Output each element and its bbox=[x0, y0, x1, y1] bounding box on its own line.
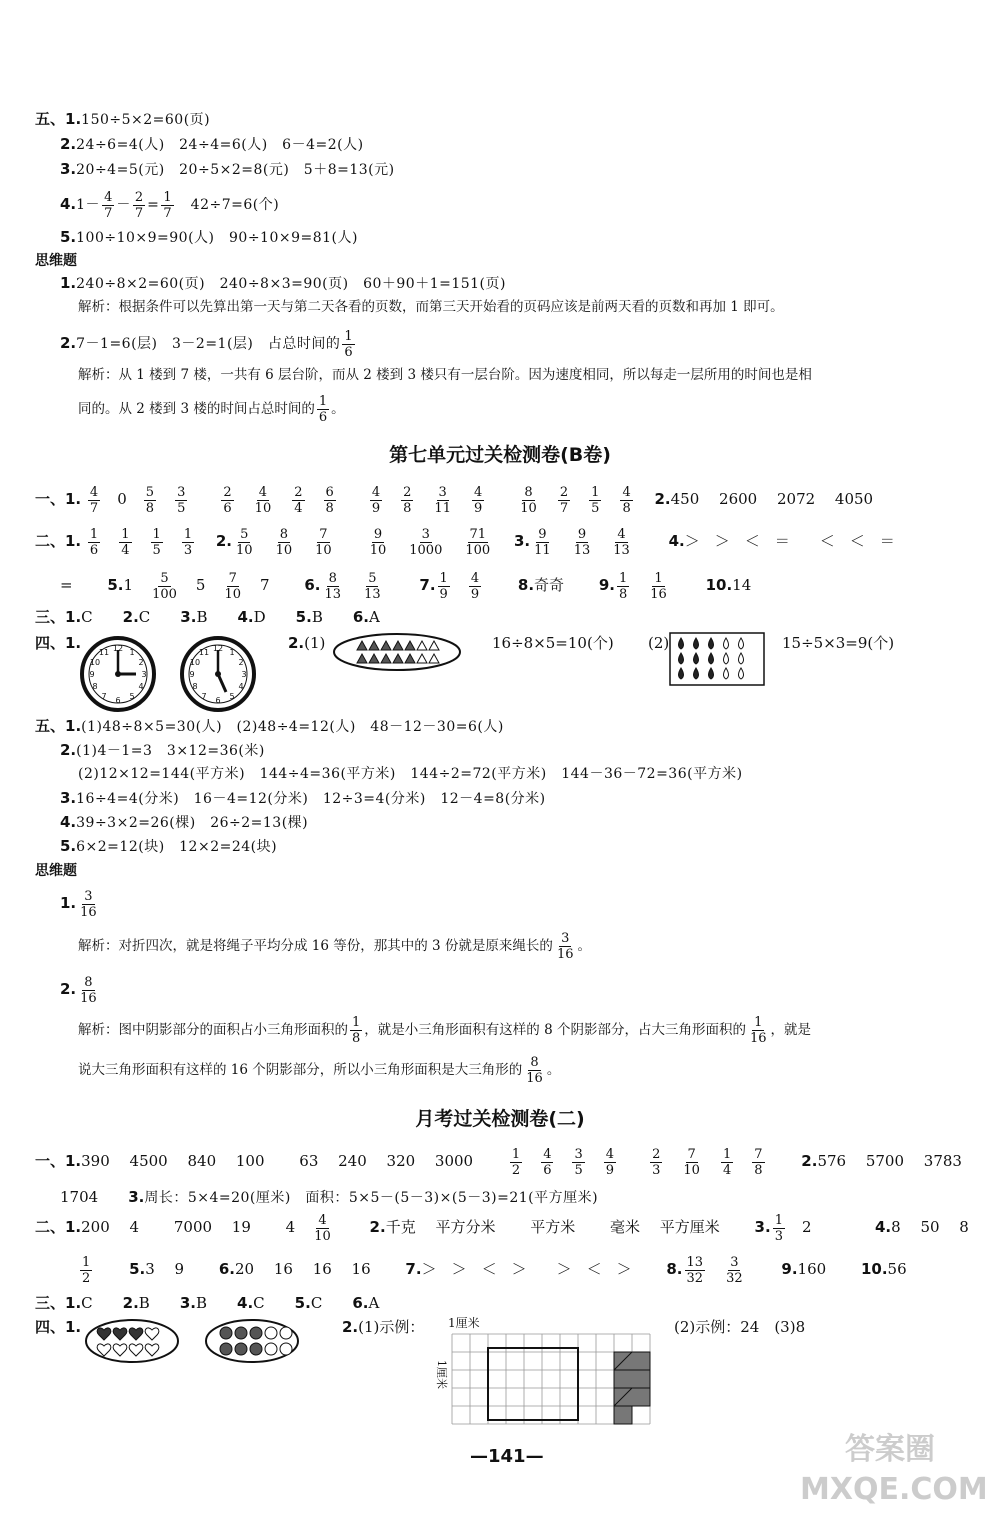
answer-text: C bbox=[81, 608, 93, 626]
monthly-row3 bbox=[35, 1208, 846, 1246]
svg-text:2: 2 bbox=[138, 658, 144, 667]
answer-text: 8 50 8 bbox=[891, 1218, 969, 1236]
answer-text: 0 bbox=[117, 490, 127, 508]
svg-text:4: 4 bbox=[238, 682, 244, 691]
faces-diagram bbox=[204, 1318, 304, 1364]
fraction: $\frac{9}{11}$ bbox=[534, 526, 551, 558]
fraction: $\frac{2}{7}$ bbox=[134, 189, 144, 221]
fraction: $\frac{2}{7}$ bbox=[559, 484, 569, 516]
fraction: $\frac{2}{6}$ bbox=[223, 484, 232, 516]
hearts-diagram bbox=[84, 1318, 184, 1364]
item-num: 6. bbox=[218, 1260, 235, 1278]
section-title: 月考过关检测卷(二) bbox=[415, 1108, 585, 1130]
explanation: 说大三角形面积有这样的 16 个阴影部分，所以小三角形面积是大三角形的 bbox=[78, 1062, 523, 1078]
answer-text: 39÷3×2=26(棵) 26÷2=13(棵) bbox=[76, 815, 309, 831]
fraction: $\frac{4}{6}$ bbox=[543, 1146, 552, 1178]
answer-text: A bbox=[368, 1294, 380, 1312]
svg-text:9: 9 bbox=[189, 670, 195, 679]
explanation: ，就是小三角形面积有这样的 8 个阴影部分，占大三角形面积的 bbox=[364, 1022, 746, 1038]
answer-text: － bbox=[116, 197, 131, 213]
answer-text: C bbox=[81, 1294, 93, 1312]
item-num: 3. bbox=[754, 1218, 771, 1236]
svg-text:8: 8 bbox=[92, 682, 98, 691]
fraction: $\frac{1}{16}$ bbox=[749, 1015, 767, 1046]
answer-text: 24÷6=4(人) 24÷4=6(人) 6－4=2(人) bbox=[76, 137, 364, 153]
fraction: $\frac{4}{9}$ bbox=[473, 484, 483, 516]
fraction: $\frac{1}{8}$ bbox=[618, 570, 628, 602]
item-num: 5. bbox=[107, 576, 124, 594]
fraction: $\frac{4}{7}$ bbox=[104, 189, 113, 221]
answer-text: ＞ ＞ ＜ ＞ ＞ ＜ ＞ bbox=[421, 1260, 632, 1278]
fraction: $\frac{7}{10}$ bbox=[315, 526, 332, 558]
item-num: 2. bbox=[60, 334, 77, 352]
item-num: 10. bbox=[860, 1260, 888, 1278]
answer-text: (1) bbox=[304, 634, 326, 652]
fraction: $\frac{1}{9}$ bbox=[439, 570, 448, 602]
fraction: $\frac{2}{8}$ bbox=[403, 484, 412, 516]
svg-text:3: 3 bbox=[141, 670, 147, 679]
fraction: $\frac{9}{13}$ bbox=[573, 526, 591, 558]
item-num: 2. bbox=[342, 1318, 359, 1336]
answer-text: B bbox=[195, 1294, 208, 1312]
explanation: 同的。从 2 楼到 3 楼的时间占总时间的 bbox=[78, 401, 315, 417]
answer-text: 42÷7=6(个) bbox=[190, 197, 280, 213]
answer-text: B bbox=[311, 608, 323, 626]
item-num: 1. bbox=[65, 110, 82, 128]
fraction: $\frac{7}{10}$ bbox=[224, 570, 242, 602]
triangles-diagram bbox=[332, 632, 462, 672]
answer-text: B bbox=[138, 1294, 150, 1312]
fraction: $\frac{4}{10}$ bbox=[314, 1212, 331, 1244]
fraction: $\frac{3}{5}$ bbox=[574, 1146, 583, 1178]
svg-text:6: 6 bbox=[215, 696, 221, 705]
item-num: 5. bbox=[129, 1260, 146, 1278]
fraction: $\frac{4}{7}$ bbox=[89, 484, 99, 516]
fraction: $\frac{1}{3}$ bbox=[774, 1212, 783, 1244]
fraction: $\frac{3}{5}$ bbox=[177, 484, 186, 516]
svg-text:12: 12 bbox=[212, 644, 224, 653]
answer-text: ＞ ＞ ＜ ＝ ＜ ＜ ＝ bbox=[684, 532, 895, 550]
answer-text: (2) bbox=[648, 634, 670, 652]
clock-icon bbox=[80, 636, 160, 716]
fraction: $\frac{7}{8}$ bbox=[754, 1146, 763, 1178]
item-num: 3. bbox=[60, 160, 77, 178]
answer-text: (1)4－1=3 3×12=36(米) bbox=[76, 743, 265, 759]
svg-text:2: 2 bbox=[238, 658, 244, 667]
answer-text: C bbox=[138, 608, 151, 626]
fraction: $\frac{1}{8}$ bbox=[352, 1015, 361, 1046]
svg-text:3: 3 bbox=[241, 670, 247, 679]
answer-text: 20 16 16 16 bbox=[234, 1260, 371, 1278]
answer-text: 3 9 bbox=[145, 1260, 185, 1278]
answer-text: 奇奇 bbox=[534, 576, 565, 594]
grid-unit-label: 1厘米 bbox=[448, 1316, 480, 1330]
thinking-head: 思维题 bbox=[35, 253, 77, 269]
item-num: 2. bbox=[60, 980, 77, 998]
answer-text: (1)示例： bbox=[358, 1318, 425, 1336]
answer-text: C bbox=[253, 1294, 265, 1312]
fraction: $\frac{3}{16}$ bbox=[556, 931, 574, 962]
fraction: $\frac{2}{3}$ bbox=[652, 1146, 661, 1178]
unit7-row1 bbox=[35, 480, 873, 518]
explanation: 解析：图中阴影部分的面积占小三角形面积的 bbox=[78, 1022, 348, 1038]
section-head: 五、 bbox=[35, 717, 66, 735]
item-num: 5. bbox=[60, 228, 77, 246]
fraction: $\frac{4}{9}$ bbox=[470, 570, 480, 602]
fraction: $\frac{1}{6}$ bbox=[318, 394, 328, 425]
svg-text:1: 1 bbox=[229, 648, 235, 657]
fraction: $\frac{71}{100}$ bbox=[465, 526, 491, 558]
answer-text: B bbox=[196, 608, 208, 626]
answer-text: 20÷4=5(元) 20÷5×2=8(元) 5＋8=13(元) bbox=[76, 162, 395, 178]
item-num: 2. bbox=[60, 135, 77, 153]
item-num: 2. bbox=[215, 532, 233, 550]
item-num: 4. bbox=[668, 532, 685, 550]
explanation: 。 bbox=[331, 401, 345, 417]
fraction: $\frac{4}{9}$ bbox=[371, 484, 381, 516]
answer-text: = bbox=[147, 197, 160, 213]
svg-text:1厘米: 1厘米 bbox=[435, 1360, 448, 1389]
answer-text: 576 5700 3783 bbox=[817, 1152, 962, 1170]
fraction: $\frac{4}{8}$ bbox=[622, 484, 631, 516]
answer-text: 56 bbox=[887, 1260, 907, 1278]
mc-row: 三、1.C 2.C 3.B 4.D 5.B 6.A bbox=[35, 608, 380, 626]
fraction: $\frac{2}{4}$ bbox=[294, 484, 303, 516]
svg-text:9: 9 bbox=[89, 670, 95, 679]
fraction: $\frac{5}{100}$ bbox=[152, 570, 177, 602]
item-num: 1. bbox=[65, 717, 82, 735]
page-number: —141— bbox=[470, 1446, 544, 1467]
fraction: $\frac{5}{10}$ bbox=[236, 526, 253, 558]
item-num: 3. bbox=[128, 1188, 145, 1206]
fraction: $\frac{1}{16}$ bbox=[650, 570, 667, 602]
mc-row: 三、1.C 2.B 3.B 4.C 5.C 6.A bbox=[35, 1294, 380, 1312]
unit7-row2 bbox=[35, 522, 895, 560]
fraction: $\frac{1}{2}$ bbox=[82, 1254, 91, 1286]
item-num: 2. bbox=[801, 1152, 818, 1170]
answer-text: 16÷4=4(分米) 16－4=12(分米) 12÷3=4(分米) 12－4=8(分米) bbox=[76, 791, 546, 807]
item-num: 8. bbox=[666, 1260, 683, 1278]
svg-text:7: 7 bbox=[201, 692, 207, 701]
fraction: $\frac{4}{9}$ bbox=[605, 1146, 615, 1178]
svg-text:11: 11 bbox=[198, 648, 210, 657]
item-num: 一、1. bbox=[35, 1152, 82, 1170]
answer-text: 100÷10×9=90(人) 90÷10×9=81(人) bbox=[76, 230, 358, 246]
item-num: 5. bbox=[60, 837, 77, 855]
answer-text: (2)12×12=144(平方米) 144÷4=36(平方米) 144÷2=72(平方米) 144－36－72=36(平方米) bbox=[78, 766, 743, 782]
answer-text: 6×2=12(块) 12×2=24(块) bbox=[76, 839, 278, 855]
explanation: 解析：对折四次，就是将绳子平均分成 16 等份，那其中的 3 份就是原来绳长的 bbox=[78, 938, 553, 954]
answer-text: 1－ bbox=[76, 197, 101, 213]
answer-text: D bbox=[253, 608, 266, 626]
clock-icon bbox=[180, 636, 260, 716]
item-num: 1. bbox=[60, 274, 77, 292]
fraction: $\frac{5}{13}$ bbox=[364, 570, 381, 602]
explanation: 解析：从 1 楼到 7 楼，一共有 6 层台阶，而从 2 楼到 3 楼只有一层台阶。因为速度相同，所以每走一层所用的时间也是相 bbox=[78, 367, 812, 383]
svg-text:12: 12 bbox=[112, 644, 124, 653]
item-num: 4. bbox=[60, 195, 77, 213]
fraction: $\frac{8}{13}$ bbox=[324, 570, 342, 602]
item-num: 2. bbox=[654, 490, 671, 508]
item-num: 二、1. bbox=[35, 1218, 82, 1236]
svg-text:5: 5 bbox=[129, 692, 135, 701]
fraction: $\frac{3}{16}$ bbox=[80, 888, 97, 920]
svg-text:8: 8 bbox=[192, 682, 198, 691]
fraction: $\frac{4}{13}$ bbox=[613, 526, 630, 558]
monthly-row1 bbox=[35, 1142, 962, 1180]
item-num: 3. bbox=[513, 532, 531, 550]
svg-text:11: 11 bbox=[98, 648, 110, 657]
fraction: $\frac{1}{6}$ bbox=[344, 328, 353, 360]
item-num: 1. bbox=[60, 894, 77, 912]
fraction: $\frac{6}{8}$ bbox=[325, 484, 334, 516]
item-num: 8. bbox=[517, 576, 535, 594]
fraction: $\frac{1}{3}$ bbox=[183, 526, 193, 558]
item-num: 2. bbox=[369, 1218, 386, 1236]
section-title: 第七单元过关检测卷(B卷) bbox=[389, 444, 611, 466]
fraction: $\frac{1}{4}$ bbox=[121, 526, 130, 558]
fraction: $\frac{1}{4}$ bbox=[722, 1146, 732, 1178]
item-num: 7. bbox=[419, 576, 436, 594]
section-head: 三、 bbox=[35, 608, 66, 626]
explanation: 。 bbox=[546, 1062, 561, 1078]
fraction: $\frac{13}{32}$ bbox=[686, 1254, 704, 1286]
item-num: 一、1. bbox=[35, 490, 82, 508]
svg-text:6: 6 bbox=[115, 696, 121, 705]
explanation: ，就是 bbox=[770, 1022, 811, 1038]
answer-text: 150÷5×2=60(页) bbox=[81, 112, 211, 128]
answer-text: 240÷8×2=60(页) 240÷8×3=90(页) 60＋90＋1=151(页) bbox=[76, 276, 506, 292]
fraction: $\frac{3}{1000}$ bbox=[409, 526, 443, 558]
item-num: 7. bbox=[405, 1260, 422, 1278]
explanation: 。 bbox=[577, 938, 591, 954]
fraction: $\frac{3}{11}$ bbox=[434, 484, 451, 516]
fraction: $\frac{1}{5}$ bbox=[152, 526, 161, 558]
item-num: 9. bbox=[598, 576, 615, 594]
answer-text: 2 bbox=[801, 1218, 812, 1236]
item-num: 9. bbox=[781, 1260, 798, 1278]
fraction: $\frac{9}{10}$ bbox=[369, 526, 387, 558]
item-num: 6. bbox=[304, 576, 321, 594]
answer-text: 1 bbox=[123, 576, 134, 594]
fraction: $\frac{1}{2}$ bbox=[511, 1146, 521, 1178]
answer-text: 5 bbox=[195, 576, 206, 594]
item-num: 10. bbox=[705, 576, 733, 594]
section-head: 五、 bbox=[35, 110, 66, 128]
item-num: 4. bbox=[875, 1218, 892, 1236]
answer-text: C bbox=[310, 1294, 323, 1312]
answer-text: 7－1=6(层) 3－2=1(层) 占总时间的 bbox=[76, 336, 341, 352]
answer-text: (1)48÷8×5=30(人) (2)48÷4=12(人) 48－12－30=6(人) bbox=[81, 719, 504, 735]
svg-text:10: 10 bbox=[189, 658, 201, 667]
answer-text: = bbox=[60, 576, 73, 594]
answer-text: 390 4500 840 100 63 240 320 3000 bbox=[81, 1152, 474, 1170]
svg-text:7: 7 bbox=[101, 692, 107, 701]
answer-text: 周长：5×4=20(厘米) 面积：5×5－(5－3)×(5－3)=21(平方厘米) bbox=[144, 1190, 599, 1206]
unit7-row3 bbox=[60, 566, 751, 604]
fraction: $\frac{8}{16}$ bbox=[80, 974, 97, 1006]
answer-text: 200 4 7000 19 4 bbox=[81, 1218, 296, 1236]
answer-text: 7 bbox=[260, 576, 270, 594]
svg-text:10: 10 bbox=[89, 658, 101, 667]
fraction: $\frac{4}{10}$ bbox=[254, 484, 272, 516]
section-head: 四、1. bbox=[35, 634, 82, 652]
fraction: $\frac{7}{10}$ bbox=[683, 1146, 700, 1178]
item-num: 4. bbox=[60, 813, 77, 831]
item-num: 2. bbox=[60, 741, 77, 759]
answer-text: (2)示例：24 (3)8 bbox=[674, 1318, 806, 1336]
answer-text: 千克 平方分米 平方米 毫米 平方厘米 bbox=[385, 1218, 720, 1236]
section-head: 三、 bbox=[35, 1294, 66, 1312]
fraction: $\frac{1}{6}$ bbox=[89, 526, 99, 558]
explanation: 解析：根据条件可以先算出第一天与第二天各看的页数，而第三天开始看的页码应该是前两天看的页数和再加 1 即可。 bbox=[78, 299, 784, 315]
fraction: $\frac{8}{10}$ bbox=[520, 484, 537, 516]
fraction: $\frac{1}{5}$ bbox=[591, 484, 600, 516]
answer-text: A bbox=[369, 608, 380, 626]
answer-text: 14 bbox=[732, 576, 752, 594]
watermark: 答案圈 MXQE.COM bbox=[800, 1432, 988, 1507]
grid-diagram bbox=[430, 1330, 650, 1440]
svg-text:4: 4 bbox=[138, 682, 144, 691]
answer-text: 160 bbox=[797, 1260, 827, 1278]
item-num: 二、1. bbox=[35, 532, 82, 550]
monthly-row4 bbox=[78, 1250, 907, 1288]
fraction: $\frac{1}{7}$ bbox=[163, 189, 172, 221]
section-head: 四、1. bbox=[35, 1318, 82, 1336]
svg-text:5: 5 bbox=[229, 692, 235, 701]
fraction: $\frac{3}{32}$ bbox=[726, 1254, 743, 1286]
answer-text: 1704 bbox=[60, 1188, 99, 1206]
drops-diagram bbox=[669, 632, 765, 686]
thinking-head: 思维题 bbox=[35, 863, 77, 879]
answer-text: 450 2600 2072 4050 bbox=[670, 490, 874, 508]
item-num: 2. bbox=[288, 634, 305, 652]
answer-text: 16÷8×5=10(个) bbox=[492, 634, 614, 652]
svg-text:1: 1 bbox=[129, 648, 135, 657]
fraction: $\frac{8}{10}$ bbox=[275, 526, 293, 558]
fraction: $\frac{5}{8}$ bbox=[145, 484, 155, 516]
answer-text: 15÷5×3=9(个) bbox=[782, 634, 895, 652]
item-num: 3. bbox=[60, 789, 77, 807]
fraction: $\frac{8}{16}$ bbox=[526, 1055, 543, 1086]
